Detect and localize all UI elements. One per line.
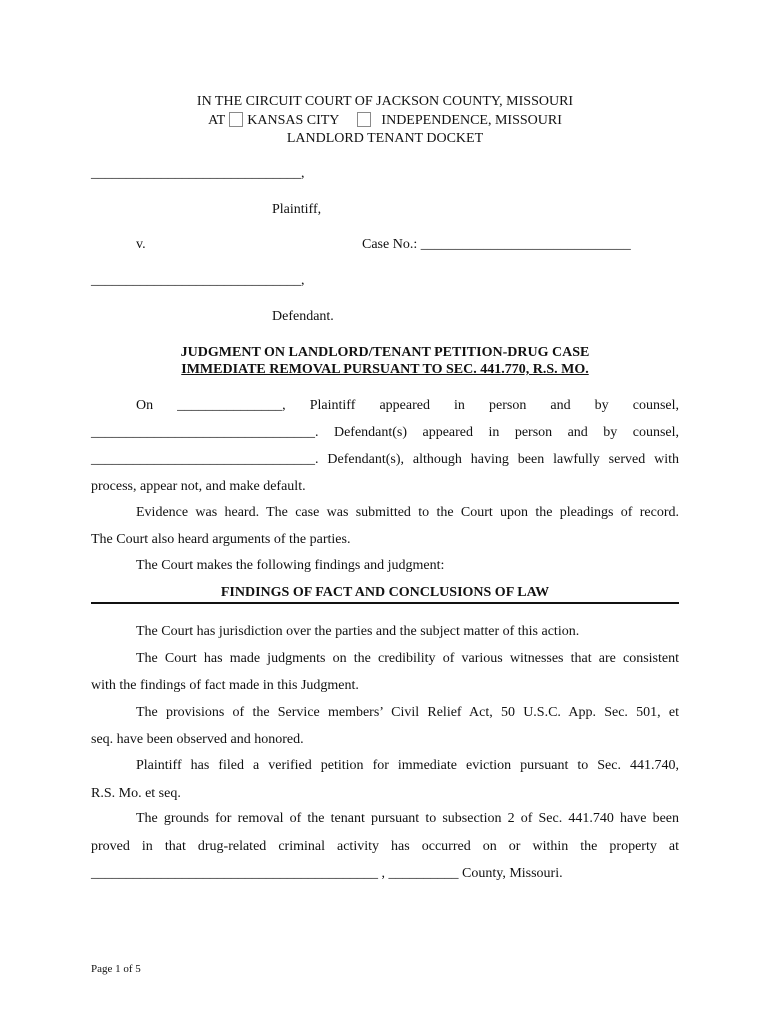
finding-petition-line-1: Plaintiff has filed a verified petition for immediate eviction pursuant to Sec. 441.740, <box>136 758 679 773</box>
independence-checkbox[interactable] <box>357 112 371 127</box>
judgment-subtitle: IMMEDIATE REMOVAL PURSUANT TO SEC. 441.770, R.S. MO. <box>181 362 589 377</box>
evidence-line-2: The Court also heard arguments of the parties. <box>91 532 351 547</box>
finding-jurisdiction: The Court has jurisdiction over the parties and the subject matter of this action. <box>136 624 580 639</box>
defendant-name-blank: ______________________________, <box>91 273 305 288</box>
finding-petition-line-2: R.S. Mo. et seq. <box>91 786 181 801</box>
findings-heading: FINDINGS OF FACT AND CONCLUSIONS OF LAW <box>220 585 550 600</box>
location-kansas-city: KANSAS CITY <box>247 113 340 128</box>
location-line <box>0 112 770 129</box>
findings-intro: The Court makes the following findings and judgment: <box>136 558 445 573</box>
plaintiff-name-blank: ______________________________, <box>91 166 305 181</box>
defendant-label: Defendant. <box>272 309 334 324</box>
intro-line-1: On _______________, Plaintiff appeared in person and by counsel, <box>136 398 679 413</box>
finding-scra-line-2: seq. have been observed and honored. <box>91 732 304 747</box>
page-number: Page 1 of 5 <box>91 963 141 975</box>
evidence-line-1: Evidence was heard. The case was submitted to the Court upon the pleadings of record. <box>136 505 679 520</box>
finding-grounds-line-1: The grounds for removal of the tenant pursuant to subsection 2 of Sec. 441.740 have been <box>136 811 679 826</box>
location-independence: INDEPENDENCE, MISSOURI <box>381 113 562 128</box>
intro-line-4: process, appear not, and make default. <box>91 479 306 494</box>
judgment-title: JUDGMENT ON LANDLORD/TENANT PETITION-DRUG CASE <box>180 345 590 360</box>
case-number-field: Case No.: ______________________________ <box>362 237 631 252</box>
intro-line-2: ________________________________. Defendant(s) appeared in person and by counsel, <box>91 425 679 440</box>
finding-credibility-line-2: with the findings of fact made in this Judgment. <box>91 678 359 693</box>
court-heading: IN THE CIRCUIT COURT OF JACKSON COUNTY, MISSOURI <box>196 94 574 109</box>
docket-heading: LANDLORD TENANT DOCKET <box>286 131 484 146</box>
kansas-city-checkbox[interactable] <box>229 112 243 127</box>
finding-grounds-line-3: _________________________________________ , __________ County, Missouri. <box>91 866 563 881</box>
versus-label: v. <box>136 237 146 252</box>
plaintiff-label: Plaintiff, <box>272 202 322 217</box>
intro-line-3: ________________________________. Defendant(s), although having been lawfully served with <box>91 452 679 467</box>
finding-credibility-line-1: The Court has made judgments on the credibility of various witnesses that are consistent <box>136 651 679 666</box>
section-divider <box>91 602 679 604</box>
finding-scra-line-1: The provisions of the Service members’ Civil Relief Act, 50 U.S.C. App. Sec. 501, et <box>136 705 679 720</box>
at-label: AT <box>208 113 226 128</box>
finding-grounds-line-2: proved in that drug-related criminal activity has occurred on or within the property at <box>91 839 679 854</box>
